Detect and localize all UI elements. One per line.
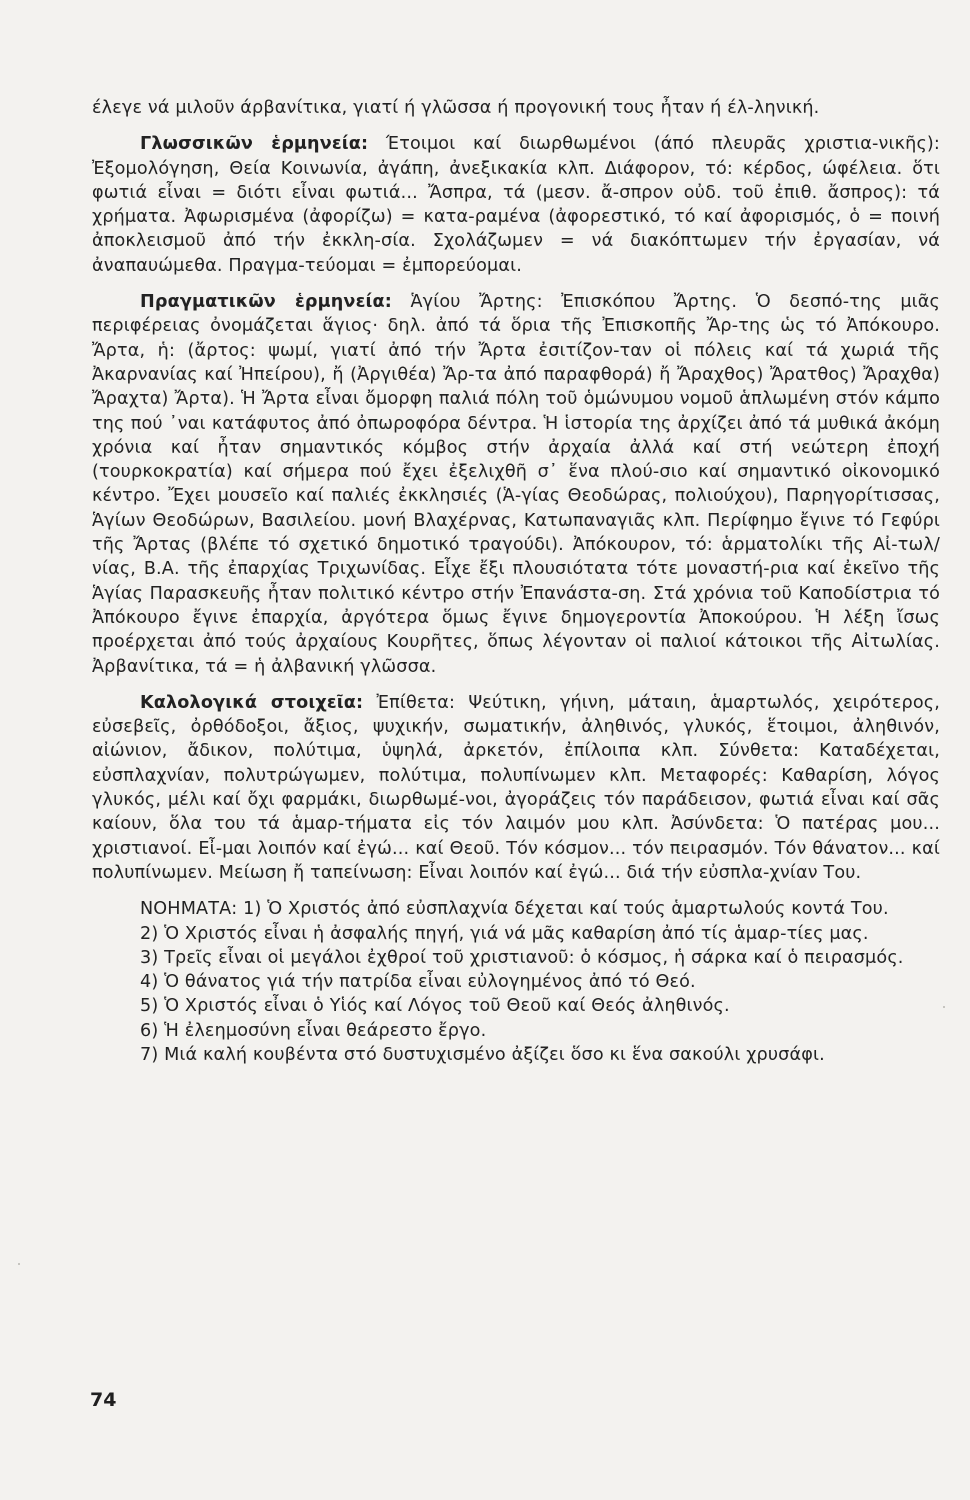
aesthetic-elements-text: Ἐπίθετα: Ψεύτικη, γήινη, μάταιη, ἁμαρτωλός, χειρότερος, εὐσεβεῖς, ὀρθόδοξοι, ἄξιος, ψυχικήν, σωματικήν, ἀληθινός, γλυκός, ἕτοιμοι, ἀληθινόν, αἰώνιον, ἄδικον, πολύτιμα, ὑψηλά, ἀρκετόν, ἐπίλοιπα κλπ. Σύνθετα: Καταδέχεται, εὐσπλαχνίαν, πολυτρώγωμεν, πολύτιμα, πολυπίνωμεν κλπ. Μεταφορές: Καθαρίση, λόγος γλυκός, μέλι καί ὄχι φαρμάκι, διωρθωμέ-νοι, ἀγοράζεις τόν παράδεισον, φωτιά εἶναι καί σᾶς καίουν, ὅλα του τά ἁμαρ-τήματα εἰς τόν λαιμόν μου κλπ. Ἀσύνδετα: Ὁ πατέρας μου... χριστιανοί. Εἶ-μαι λοιπόν καί ἐγώ... καί Θεοῦ. Τόν κόσμον... τόν πειρασμόν. Τόν θάνατον... καί πολυπίνωμεν. Μείωση ἤ ταπείνωση: Εἶναι λοιπόν καί ἐγώ... διά τήν εὐσπλα-χνίαν Του. [92, 692, 940, 883]
factual-explanation-paragraph [92, 290, 940, 679]
scan-speck [18, 1263, 20, 1265]
linguistic-explanation-heading: Γλωσσικῶν ἑρμηνεία: [140, 134, 369, 155]
thought-item: ΝΟΗΜΑΤΑ: 1) Ὁ Χριστός ἀπό εὐσπλαχνία δέχεται καί τούς ἁμαρτωλούς κοντά Του. [140, 899, 889, 920]
thought-item: 7) Μιά καλή κουβέντα στό δυστυχισμένο ἀξίζει ὅσο κι ἕνα σακούλι χρυσάφι. [140, 1044, 825, 1065]
thoughts-list [92, 897, 940, 1067]
thought-item: 3) Τρεῖς εἶναι οἱ μεγάλοι ἐχθροί τοῦ χριστιανοῦ: ὁ κόσμος, ἡ σάρκα καί ὁ πειρασμός. [140, 947, 904, 968]
thought-item: 5) Ὁ Χριστός εἶναι ὁ Υἱός καί Λόγος τοῦ Θεοῦ καί Θεός ἀληθινός. [140, 996, 730, 1017]
factual-explanation-text: Ἁγίου Ἄρτης: Ἐπισκόπου Ἄρτης. Ὁ δεσπό-της μιᾶς περιφέρειας ὀνομάζεται ἅγιος· δηλ. ἀπό τά ὅρια τῆς Ἐπισκοπῆς Ἄρ-της ὡς τό Ἀπόκουρο. Ἄρτα, ἡ: (ἄρτος: ψωμί, γιατί ἀπό τήν Ἄρτα ἐσιτίζον-ταν οἱ πόλεις καί τά χωριά τῆς Ἀκαρνανίας καί Ἠπείρου), ἤ (Ἀργιθέα) Ἄρ-τα ἀπό παραφθορά) ἤ Ἄραχθος) Ἄρατθος) Ἄραχθα) Ἄραχτα) Ἄρτα). Ἡ Ἄρτα εἶναι ὄμορφη παλιά πόλη τοῦ ὁμώνυμου νομοῦ ἁπλωμένη στόν κάμπο της πού ᾿ναι κατάφυτος ἀπό ὀπωροφόρα δέντρα. Ἡ ἱστορία της ἀρχίζει ἀπό τά μυθικά ἀκόμη χρόνια καί ἦταν σημαντικός κόμβος στήν ἀρχαία ἀλλά καί στή νεώτερη ἐποχή (τουρκοκρατία) καί σήμερα πού ἔχει ἐξελιχθῆ σ᾿ ἕνα πλού-σιο καί σημαντικό οἰκονομικό κέντρο. Ἔχει μουσεῖο καί παλιές ἐκκλησιές (Ἁ-γίας Θεοδώρας, πολιούχου), Παρηγορίτισσας, Ἁγίων Θεοδώρων, Βασιλείου. μονή Βλαχέρνας, Κατωπαναγιᾶς κλπ. Περίφημο ἔγινε τό Γεφύρι τῆς Ἄρτας (βλέπε τό σχετικό δημοτικό τραγούδι). Ἀπόκουρον, τό: ἁρματολίκι τῆς Αἰ-τωλ/νίας, Β.Α. τῆς ἐπαρχίας Τριχωνίδας. Εἶχε ἔξι πλουσιότατα τότε μοναστή-ρια καί ἐκεῖνο τῆς Ἁγίας Παρασκευῆς ἦταν πολιτικό κέντρο στήν Ἐπανάστα-ση. Στά χρόνια τοῦ Καποδίστρια τό Ἀπόκουρο ἔγινε ἐπαρχία, ἀργότερα ὅμως ἔγινε δημογεροντία Ἀποκούρου. Ἡ λέξη ἴσως προέρχεται ἀπό τούς ἀρχαίους Κουρῆτες, ὅπως λέγονταν οἱ παλιοί κάτοικοι τῆς Αἰτωλίας. Ἀρβανίτικα, τά = ἡ ἀλβανική γλῶσσα. [92, 292, 941, 677]
page-text [92, 96, 940, 1067]
intro-paragraph: έλεγε νά μιλοῦν άρβανίτικα, γιατί ή γλῶσσα ή προγονική τους ἦταν ή έλ-ληνική. [92, 98, 820, 118]
factual-explanation-heading: Πραγματικῶν ἑρμηνεία: [140, 292, 392, 313]
aesthetic-elements-paragraph [92, 691, 940, 885]
scan-speck [943, 1006, 945, 1008]
aesthetic-elements-heading: Καλολογικά στοιχεῖα: [140, 692, 364, 713]
thought-item: 4) Ὁ θάνατος γιά τήν πατρίδα εἶναι εὐλογημένος ἀπό τό Θεό. [140, 972, 696, 993]
linguistic-explanation-text: Έτοιμοι καί διωρθωμένοι (άπό πλευρᾶς χριστια-νικῆς): Ἐξομολόγηση, Θεία Κοινωνία, ἀγάπη, ἀνεξικακία κλπ. Διάφορον, τό: κέρδος, ώφέλεια. ὅτι φωτιά εἶναι = διότι εἶναι φωτιά... Ἄσπρα, τά (μεσν. ἄ-σπρον οὐδ. τοῦ ἐπιθ. ἄσπρος): τά χρήματα. Ἀφωρισμένα (ἀφορίζω) = κατα-ραμένα (ἀφορεστικό, τό καί ἀφορισμός, ὁ = ποινή ἀποκλεισμοῦ ἀπό τήν ἐκκλη-σία. Σχολάζωμεν = νά διακόπτωμεν τήν ἐργασίαν, νά ἀναπαυώμεθα. Πραγμα-τεύομαι = ἐμπορεύομαι. [92, 134, 941, 276]
page-number: 74 [90, 1389, 117, 1411]
linguistic-explanation-paragraph [92, 132, 940, 278]
thought-item: 6) Ἡ ἐλεημοσύνη εἶναι θεάρεστο ἔργο. [140, 1020, 487, 1041]
thought-item: 2) Ὁ Χριστός εἶναι ἡ ἀσφαλής πηγή, γιά νά μᾶς καθαρίση ἀπό τίς ἁμαρ-τίες μας. [140, 923, 869, 944]
